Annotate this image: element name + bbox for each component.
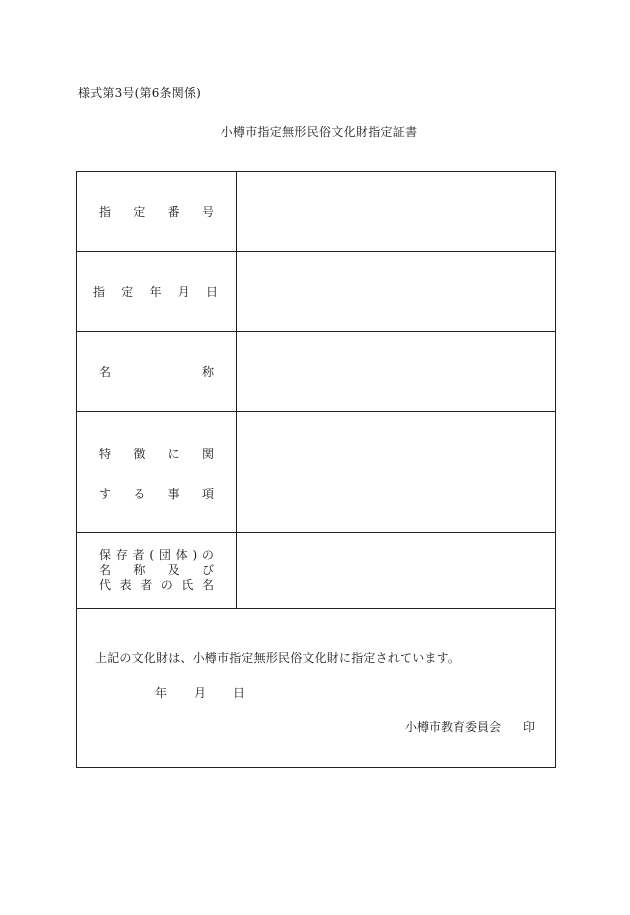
label-char: 名: [99, 365, 112, 379]
label-char: び: [201, 563, 214, 577]
value-designation-date[interactable]: [237, 252, 555, 331]
certificate-table: [76, 171, 556, 768]
value-name[interactable]: [237, 332, 555, 411]
label-char: 指: [99, 205, 112, 219]
label-char: 体: [175, 548, 188, 562]
label-cell-name: [77, 332, 237, 411]
label-char: 号: [201, 205, 214, 219]
label-char: す: [99, 487, 112, 501]
row-designation-number: [77, 172, 555, 252]
label-char: 称: [201, 365, 214, 379]
label-char: に: [167, 447, 180, 461]
label-char: 表: [119, 578, 132, 592]
label-char: 事: [167, 487, 180, 501]
label-char: 定: [121, 285, 134, 299]
label-char: 名: [201, 578, 214, 592]
statement-area: [77, 609, 555, 767]
label-char: 者: [140, 578, 153, 592]
label-char: る: [133, 487, 146, 501]
label-char: 名: [99, 563, 112, 577]
label-char: 者: [132, 548, 145, 562]
label-char: 項: [201, 487, 214, 501]
label-char: の: [160, 578, 173, 592]
label-characteristics-line-1: [99, 447, 214, 461]
day-unit: 日: [232, 686, 245, 700]
label-char: 団: [158, 548, 171, 562]
document-title: 小樽市指定無形民俗文化財指定証書: [220, 125, 418, 139]
label-preserver-line-3: [99, 578, 214, 592]
row-characteristics: [77, 412, 555, 533]
form-number: 様式第3号(第6条関係): [78, 86, 202, 100]
label-designation-date: [93, 285, 218, 299]
label-char: 代: [99, 578, 112, 592]
label-char: 及: [167, 563, 180, 577]
label-char: ): [192, 548, 198, 562]
label-char: 称: [133, 563, 146, 577]
label-char: 年: [149, 285, 162, 299]
label-characteristics-line-2: [99, 487, 214, 501]
label-cell-designation-date: [77, 252, 237, 331]
value-preserver[interactable]: [237, 533, 555, 608]
label-char: 保: [99, 548, 112, 562]
issuer-line: [405, 718, 535, 735]
row-name: [77, 332, 555, 412]
row-designation-date: [77, 252, 555, 332]
label-cell-preserver: [77, 533, 237, 608]
label-char: 月: [177, 285, 190, 299]
label-preserver-line-2: [99, 563, 214, 577]
label-char: 指: [93, 285, 106, 299]
statement-text: 上記の文化財は、小樽市指定無形民俗文化財に指定されています。: [95, 651, 461, 665]
label-name: [99, 365, 214, 379]
label-char: (: [149, 548, 155, 562]
label-preserver-line-1: [99, 548, 214, 562]
label-cell-designation-number: [77, 172, 237, 251]
value-characteristics[interactable]: [237, 412, 555, 532]
label-char: 徴: [133, 447, 146, 461]
seal-mark: 印: [522, 720, 535, 734]
value-designation-number[interactable]: [237, 172, 555, 251]
label-designation-number: [99, 205, 214, 219]
issuer-name: 小樽市教育委員会: [404, 720, 501, 734]
label-cell-characteristics: [77, 412, 237, 532]
label-char: 日: [205, 285, 218, 299]
row-preserver: [77, 533, 555, 609]
label-char: の: [201, 548, 214, 562]
year-unit: 年: [155, 686, 168, 700]
label-char: 定: [133, 205, 146, 219]
label-char: 関: [201, 447, 214, 461]
label-char: 番: [167, 205, 180, 219]
month-unit: 月: [193, 686, 206, 700]
label-char: 存: [115, 548, 128, 562]
label-char: 特: [99, 447, 112, 461]
issue-date-line[interactable]: [155, 684, 245, 701]
label-char: 氏: [181, 578, 194, 592]
